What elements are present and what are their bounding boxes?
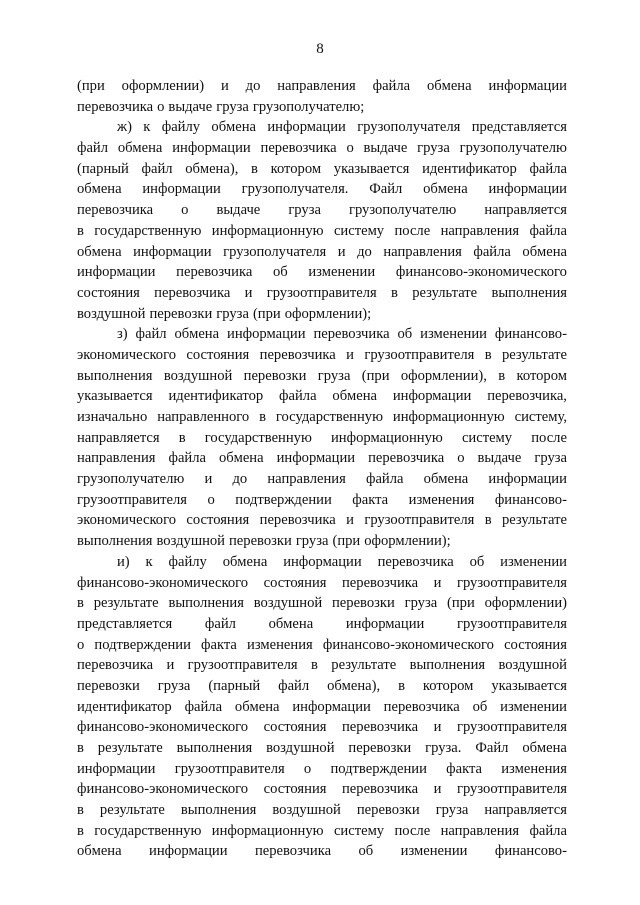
word: государственную — [94, 222, 202, 239]
text-line — [77, 386, 567, 407]
word: идентификатор — [422, 160, 517, 177]
word: о — [181, 202, 189, 219]
text-line — [77, 573, 567, 594]
word: файла — [279, 388, 317, 405]
word: груза — [216, 98, 249, 115]
text-line — [77, 97, 567, 118]
word: состояния — [77, 284, 140, 301]
word: финансово- — [494, 843, 567, 860]
word: грузополучателю — [459, 140, 567, 157]
text-line — [77, 221, 567, 242]
word: воздушной — [163, 367, 233, 384]
text-line — [77, 531, 567, 552]
word: перевозчика — [77, 657, 154, 674]
word: направления — [440, 822, 520, 839]
word: перевозки — [149, 305, 213, 322]
word: перевозчика — [259, 346, 336, 363]
text-line — [77, 242, 567, 263]
word: в — [498, 367, 506, 384]
word: обмена — [268, 615, 314, 632]
word: файлу — [161, 119, 201, 136]
word: после — [394, 822, 431, 839]
word: грузоотправителя — [77, 491, 187, 508]
word: об — [469, 553, 485, 570]
word: грузополучателя — [357, 119, 461, 136]
word: до — [232, 471, 248, 488]
word: грузоотправителя — [364, 346, 475, 363]
word: и — [220, 78, 229, 94]
word: направления — [383, 243, 462, 260]
word: в — [178, 429, 186, 446]
text-line — [77, 759, 567, 780]
word: обмена — [423, 181, 468, 198]
text-line — [77, 593, 567, 614]
word: оформлении); — [364, 533, 451, 550]
text-line — [77, 448, 567, 469]
word: выполнения — [180, 802, 257, 819]
text-line — [77, 510, 567, 531]
word: перевозки — [348, 740, 412, 756]
word: о — [77, 636, 85, 653]
word: котором — [270, 160, 322, 177]
word: и — [433, 781, 442, 798]
text-line — [77, 428, 567, 449]
word: результате — [93, 595, 159, 612]
word: информационную — [392, 409, 505, 425]
word: информации — [292, 698, 371, 715]
text-line — [77, 841, 567, 862]
word: обмена — [332, 388, 377, 405]
word: информации — [77, 264, 156, 281]
word: воздушной — [156, 533, 225, 550]
word: обмена — [522, 740, 567, 756]
word: (парный — [77, 160, 129, 177]
word: указывается — [77, 388, 153, 405]
text-line — [77, 552, 567, 573]
word: и — [346, 512, 354, 529]
word: изменении — [400, 843, 468, 860]
word: результате — [99, 802, 165, 819]
word: финансово-экономического — [77, 719, 249, 736]
word: перевозчика — [342, 719, 419, 736]
word: информационную — [211, 222, 324, 239]
text-line — [77, 655, 567, 676]
word: и — [346, 346, 354, 363]
word: информации — [392, 388, 472, 405]
word: направляется — [77, 429, 160, 446]
text-line — [77, 738, 567, 759]
word: обмена — [77, 243, 122, 260]
word: котором — [516, 367, 567, 384]
word: грузоотправителя — [456, 781, 567, 798]
text-line — [77, 262, 567, 283]
word: грузополучателя. — [241, 181, 349, 198]
word: экономического — [77, 346, 177, 363]
word: перевозки — [77, 677, 140, 694]
word: состояния — [504, 636, 567, 653]
word: и — [433, 574, 442, 591]
word: ж) — [117, 119, 132, 136]
text-line — [77, 200, 567, 221]
text-line — [77, 490, 567, 511]
word: направляется — [484, 202, 567, 219]
word: грузополучателю — [77, 471, 185, 488]
word: финансово-экономического — [322, 636, 494, 653]
word: (парный — [208, 677, 261, 694]
text-line — [77, 800, 567, 821]
word: в — [311, 657, 318, 674]
word: изменения — [408, 491, 475, 508]
word: направленного — [157, 409, 250, 425]
word: изменении — [420, 326, 487, 343]
word: обмена), — [327, 677, 381, 694]
word: грузоотправителя — [364, 512, 475, 529]
text-line — [77, 324, 567, 345]
text-line — [77, 304, 567, 325]
word: з) — [117, 326, 128, 343]
word: о — [457, 450, 465, 467]
word: перевозчика — [77, 98, 154, 115]
word: файла — [372, 78, 411, 94]
word: файлу — [168, 553, 207, 570]
word: финансово-экономического — [77, 574, 249, 591]
word: грузополучателю; — [252, 98, 365, 115]
text-line — [77, 717, 567, 738]
word: грузоотправителя — [457, 615, 567, 632]
word: обмена — [234, 698, 280, 715]
word: информации — [488, 471, 567, 488]
word: в — [77, 822, 84, 839]
word: к — [143, 119, 151, 136]
word: информации — [77, 760, 156, 777]
word: информации — [283, 553, 362, 570]
word: воздушной — [253, 595, 323, 612]
word: финансово- — [494, 491, 567, 508]
word: грузоотправителя — [456, 574, 567, 591]
word: до — [357, 243, 372, 260]
word: указывается — [491, 677, 567, 694]
word: факта — [352, 491, 389, 508]
word: состояния — [186, 512, 250, 529]
word: изменении — [308, 264, 376, 281]
word: направления — [267, 471, 346, 488]
word: и — [433, 719, 442, 736]
word: информации — [133, 243, 212, 260]
word: файл — [204, 615, 236, 632]
word: (при — [361, 367, 390, 384]
word: воздушной — [272, 802, 341, 819]
word: груза — [317, 367, 351, 384]
word: указывается — [333, 160, 410, 177]
body-text — [77, 76, 567, 862]
word: груза — [288, 202, 321, 219]
text-line — [77, 821, 567, 842]
word: обмена — [427, 78, 472, 94]
word: об — [397, 326, 413, 343]
word: систему — [461, 429, 513, 446]
word: перевозчика — [342, 574, 419, 591]
word: оформлении) — [484, 595, 567, 612]
word: изменении — [500, 553, 567, 570]
word: идентификатор — [77, 698, 172, 715]
word: результате — [97, 740, 163, 756]
word: в — [259, 409, 266, 425]
word: воздушной — [498, 657, 567, 674]
word: выполнения — [176, 740, 253, 756]
word: перевозчика — [259, 512, 336, 529]
word: представляется — [471, 119, 567, 136]
text-line — [77, 159, 567, 180]
word: файла — [366, 471, 404, 488]
word: файла — [529, 822, 567, 839]
word: об — [358, 843, 374, 860]
page-number: 8 — [316, 41, 324, 57]
word: (при — [77, 78, 105, 94]
word: файла — [168, 450, 206, 467]
text-line — [77, 635, 567, 656]
word: информации — [149, 843, 228, 860]
word: идентификатор — [168, 388, 264, 405]
word: результате — [501, 346, 567, 363]
text-line — [77, 407, 567, 428]
word: и — [337, 243, 346, 260]
word: перевозчика — [377, 553, 454, 570]
word: об — [472, 698, 488, 715]
text-line — [77, 283, 567, 304]
word: и — [204, 471, 213, 488]
word: перевозки — [331, 595, 395, 612]
word: груза — [295, 533, 329, 550]
word: систему — [333, 222, 385, 239]
word: информации — [345, 615, 425, 632]
word: перевозчика — [176, 264, 253, 281]
word: в — [398, 677, 405, 694]
word: в — [77, 740, 84, 756]
word: изменении — [500, 698, 567, 715]
word: файл — [135, 326, 167, 343]
word: направляется — [484, 802, 567, 819]
word: выдаче — [168, 98, 213, 115]
word: факта — [201, 636, 237, 653]
text-line — [77, 179, 567, 200]
word: государственную — [275, 409, 383, 425]
word: результате — [331, 657, 397, 674]
word: и) — [117, 553, 130, 570]
word: в — [484, 346, 492, 363]
word: обмена — [219, 450, 264, 467]
word: информационную — [331, 429, 443, 446]
word: подтверждении — [330, 760, 427, 777]
word: подтверждении — [235, 491, 332, 508]
text-line — [77, 779, 567, 800]
word: государственную — [94, 822, 202, 839]
word: обмена), — [185, 160, 239, 177]
word: грузоотправителя — [187, 657, 298, 674]
word: состояния — [263, 574, 327, 591]
word: перевозки — [243, 367, 307, 384]
word: груза — [534, 450, 567, 467]
word: направления — [440, 222, 520, 239]
word: в — [390, 284, 398, 301]
text-line — [77, 366, 567, 387]
word: груза. — [425, 740, 462, 756]
word: о — [157, 98, 165, 115]
word: (при — [252, 305, 281, 322]
word: файла — [529, 222, 567, 239]
text-line — [77, 614, 567, 635]
word: Файл — [369, 181, 403, 198]
word: обмена — [522, 243, 567, 260]
word: информации — [276, 450, 356, 467]
word: факта — [446, 760, 483, 777]
word: финансово-экономического — [395, 264, 567, 281]
word: о — [207, 491, 215, 508]
word: в — [77, 595, 84, 612]
word: перевозчика — [254, 843, 332, 860]
word: выдаче — [216, 202, 261, 219]
word: оформлении), — [400, 367, 487, 384]
word: после — [531, 429, 567, 446]
text-line — [77, 697, 567, 718]
word: выдаче — [477, 450, 522, 467]
word: файла — [529, 160, 567, 177]
word: обмена — [211, 119, 256, 136]
word: (при — [447, 595, 475, 612]
word: подтверждении — [94, 636, 191, 653]
word: после — [394, 222, 431, 239]
word: обмена — [117, 140, 163, 157]
word: до — [245, 78, 261, 94]
word: финансово-экономического — [77, 781, 249, 798]
text-line — [77, 345, 567, 366]
word: систему — [333, 822, 385, 839]
word: выполнения — [77, 533, 153, 550]
word: состояния — [263, 719, 327, 736]
word: изменения — [247, 636, 313, 653]
word: перевозчика — [383, 698, 460, 715]
word: выполнения — [77, 367, 153, 384]
word: грузоотправителя — [174, 760, 285, 777]
word: экономического — [77, 512, 177, 529]
word: информации — [227, 326, 306, 343]
word: в — [77, 802, 84, 819]
word: (при — [332, 533, 361, 550]
text-line — [77, 138, 567, 159]
word: обмена — [423, 471, 469, 488]
word: перевозки — [356, 802, 420, 819]
word: результате — [501, 512, 567, 529]
word: состояния — [263, 781, 327, 798]
word: перевозчика — [77, 202, 154, 219]
word: обмена — [174, 326, 220, 343]
word: систему, — [514, 409, 567, 425]
word: в — [484, 512, 492, 529]
text-line — [77, 469, 567, 490]
word: груза — [404, 595, 438, 612]
text-line — [77, 676, 567, 697]
word: грузоотправителя — [266, 284, 377, 301]
word: грузополучателя — [223, 243, 327, 260]
word: файл — [141, 160, 173, 177]
word: перевозчика, — [487, 388, 567, 405]
word: информации — [267, 119, 346, 136]
word: файл — [77, 140, 109, 157]
word: информации — [488, 78, 567, 94]
word: в — [77, 222, 84, 239]
word: выполнения — [168, 595, 244, 612]
word: государственную — [204, 429, 312, 446]
word: оформлении); — [284, 305, 372, 322]
word: перевозчика — [342, 781, 419, 798]
word: состояния — [186, 346, 250, 363]
word: выполнения — [409, 657, 486, 674]
word: котором — [422, 677, 474, 694]
word: информации — [172, 140, 251, 157]
word: и — [166, 657, 175, 674]
word: изначально — [77, 409, 148, 425]
word: Файл — [475, 740, 509, 756]
word: груза — [417, 140, 450, 157]
word: о — [346, 140, 354, 157]
word: груза — [435, 802, 469, 819]
word: об — [272, 264, 288, 281]
word: файла — [184, 698, 223, 715]
word: выполнения — [491, 284, 567, 301]
word: финансово- — [494, 326, 567, 343]
word: грузополучателю — [348, 202, 457, 219]
word: перевозки — [228, 533, 292, 550]
word: к — [145, 553, 153, 570]
word: представляется — [77, 615, 173, 632]
word: перевозчика — [260, 140, 337, 157]
word: и — [244, 284, 253, 301]
text-line — [77, 117, 567, 138]
word: информационную — [211, 822, 324, 839]
word: груза — [216, 305, 249, 322]
word: изменения — [501, 760, 567, 777]
word: обмена — [77, 843, 122, 860]
word: результате — [412, 284, 478, 301]
word: в — [251, 160, 258, 177]
word: о — [303, 760, 312, 777]
word: воздушной — [266, 740, 335, 756]
word: направления — [277, 78, 356, 94]
text-line — [77, 76, 567, 97]
word: перевозчика — [313, 326, 390, 343]
word: грузоотправителя — [456, 719, 567, 736]
word: оформлении) — [121, 78, 205, 94]
word: обмена — [222, 553, 268, 570]
word: выдаче — [363, 140, 408, 157]
word: обмена — [77, 181, 122, 198]
word: направления — [77, 450, 156, 467]
word: груза — [157, 677, 191, 694]
word: файла — [473, 243, 511, 260]
word: перевозчика — [368, 450, 445, 467]
word: информации — [142, 181, 221, 198]
word: воздушной — [77, 305, 146, 322]
word: информации — [488, 181, 567, 198]
word: перевозчика — [154, 284, 231, 301]
word: файл — [278, 677, 310, 694]
